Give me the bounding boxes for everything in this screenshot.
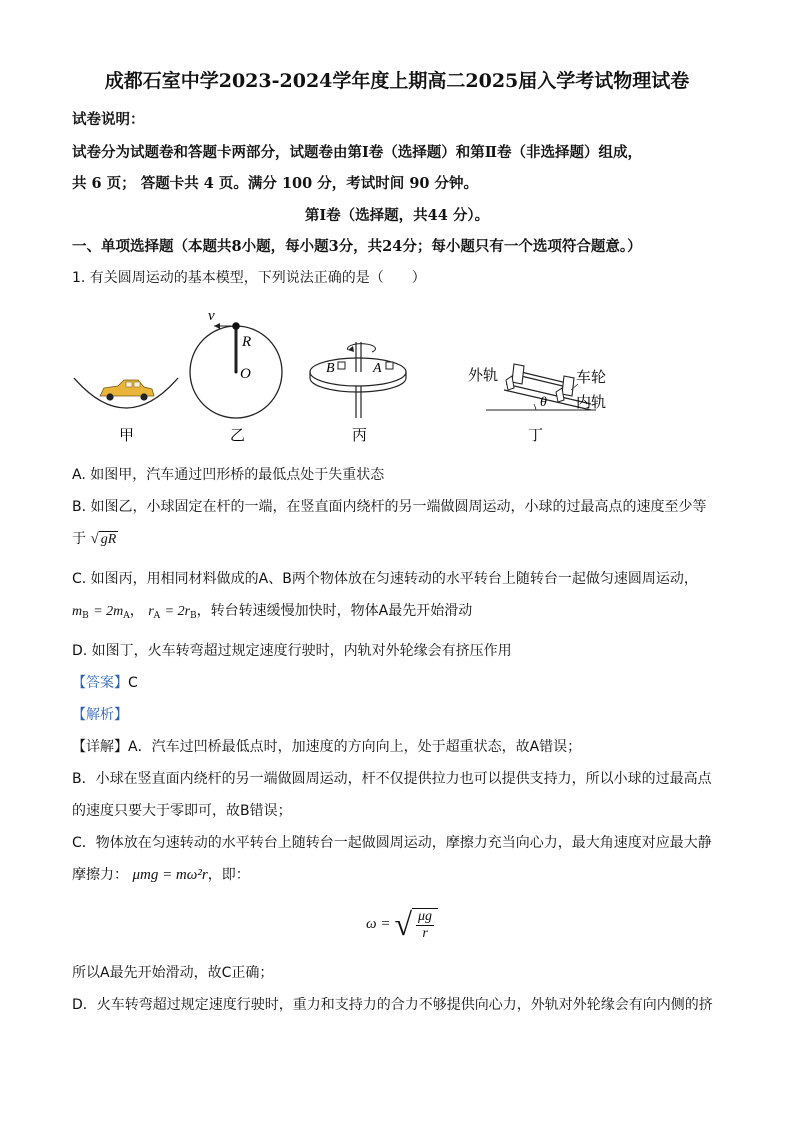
option-b-line-1: B. 如图乙，小球固定在杆的一端，在竖直面内绕杆的另一端做圆周运动，小球的过最高点的速度至少等 [72, 499, 707, 515]
option-c-tail: ，转台转速缓慢加快时，物体A最先开始滑动 [196, 603, 473, 619]
notes-line-2: 共 6 页； 答题卡共 4 页。满分 100 分，考试时间 90 分钟。 [72, 175, 479, 192]
figure-label-bing: 丙 [352, 428, 368, 444]
figure-yi [190, 308, 282, 444]
cond-r-rhs-sub: B [190, 611, 197, 621]
option-c-line-2: $m_B = 2m_A$， $r_A = 2r_B$，转台转速缓慢加快时，物体A最先开始滑动 [72, 603, 473, 621]
figure-ding [468, 364, 606, 444]
detail-c-line-1: C．物体放在匀速转动的水平转台上随转台一起做圆周运动，摩擦力充当向心力，最大角速度对应最大静 [72, 835, 712, 851]
figure-jia [74, 378, 178, 444]
section-heading: 一、单项选择题（本题共8小题，每小题3分，共24分；每小题只有一个选项符合题意。） [72, 238, 642, 255]
detail-c-conclusion: 所以A最先开始滑动，故C正确； [72, 965, 274, 981]
answer-label: 【答案】 [72, 675, 128, 691]
notes-heading: 试卷说明： [72, 111, 145, 128]
option-b-math: gR [100, 532, 117, 547]
option-d: D. 如图丁，火车转弯超过规定速度行驶时，内轨对外轮缘会有挤压作用 [72, 643, 512, 659]
cond-m-sub: B [82, 611, 89, 621]
detail-c-suffix: ，即： [207, 867, 250, 883]
cond-m: m [72, 604, 83, 619]
label-outer-rail: 外轨 [468, 368, 499, 384]
detail-label: 【详解】 [72, 739, 128, 755]
cond-r: r [148, 604, 154, 619]
question-figure [66, 300, 626, 450]
detail-a: A．汽车过凹桥最低点时，加速度的方向向上，处于超重状态，故A错误； [128, 739, 582, 755]
option-b-line-2: 于 √ gR [72, 531, 117, 547]
option-c-line-1: C. 如图丙，用相同材料做成的A、B两个物体放在匀速转动的水平转台上随转台一起做匀速圆周运动， [72, 571, 698, 587]
formula-numerator: μg [418, 909, 433, 924]
figure-label-yi: 乙 [230, 428, 246, 444]
option-a: A. 如图甲，汽车通过凹形桥的最低点处于失重状态 [72, 467, 385, 483]
cond-m-rhs: = 2m [93, 604, 124, 619]
car-icon [100, 380, 154, 401]
detail-c-line-2 [72, 864, 250, 884]
notes-line-1: 试卷分为试题卷和答题卡两部分，试题卷由第Ⅰ卷（选择题）和第Ⅱ卷（非选择题）组成， [72, 144, 642, 161]
detail-b-line-2: 的速度只要大于零即可，故B错误； [72, 803, 292, 819]
detail-a-line [72, 736, 581, 756]
label-wheel: 车轮 [576, 370, 607, 386]
label-O: O [240, 366, 251, 382]
answer-line [72, 672, 138, 692]
label-inner-rail: 内轨 [576, 395, 607, 411]
figure-label-ding: 丁 [528, 428, 544, 444]
answer-value: C [128, 675, 138, 691]
omega-formula: ω = √ $\frac{\mu g}{r}$ [366, 902, 438, 946]
question-stem: 1. 有关圆周运动的基本模型，下列说法正确的是（ ） [72, 270, 426, 286]
cond-r-rhs: = 2r [164, 604, 191, 619]
figure-label-jia: 甲 [119, 428, 135, 444]
figure-bing [310, 342, 406, 444]
part-heading: 第Ⅰ卷（选择题，共44 分）。 [304, 207, 490, 224]
cond-m-rhs-sub: A [123, 611, 130, 621]
detail-d-line-1: D．火车转弯超过规定速度行驶时，重力和支持力的合力不够提供向心力，外轨对外轮缘会有向内侧的挤 [72, 997, 713, 1013]
label-B: B [326, 361, 335, 376]
cond-r-sub: A [153, 611, 161, 621]
label-v: v [208, 308, 215, 324]
formula-denominator: r [422, 926, 428, 941]
detail-c-prefix: 摩擦力： [72, 867, 128, 883]
label-A: A [373, 361, 382, 376]
option-b-prefix: 于 [72, 531, 86, 547]
detail-c-equation: μmg = mω²r [132, 867, 208, 883]
label-R: R [242, 334, 252, 350]
formula-lhs: ω = [366, 915, 391, 932]
analysis-label: 【解析】 [72, 707, 128, 723]
label-theta: θ [540, 395, 547, 410]
detail-b-line-1: B．小球在竖直面内绕杆的另一端做圆周运动，杆不仅提供拉力也可以提供支持力，所以小球的过最高点 [72, 771, 712, 787]
page-title: 成都石室中学2023-2024学年度上期高二2025届入学考试物理试卷 [104, 70, 690, 92]
